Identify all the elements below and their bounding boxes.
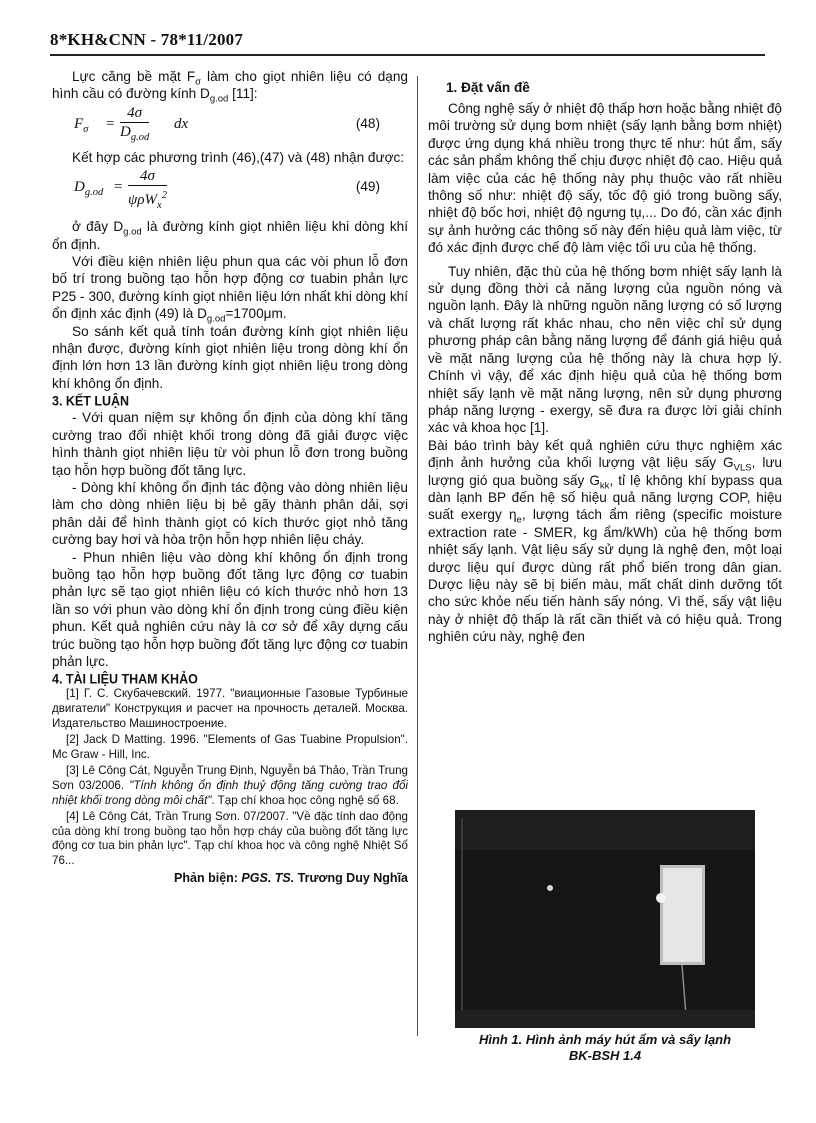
section-heading-references: 4. TÀI LIỆU THAM KHẢO xyxy=(52,671,198,688)
paragraph: ở đây $D_{g.od}$ là đường kính giọt nhiên liệu khi dòng khí ổn định. xyxy=(52,219,408,252)
paragraph: Bài báo trình bày kết quả nghiên cứu thực nghiệm xác định ảnh hưởng của khối lượng vật liệu sấy $G_{VLS}$, lưu lượng gió qua buồng sấy $G_{kk}$, tỉ lệ không khí bypass qua dàn lạnh BP đến hệ số hiệu quả năng lượng COP, hiệu suất exergy $\eta_e$, lượng tách ẩm riêng (specific moisture extraction rate - SMER, kg ẩm/kWh) của hệ thống bơm nhiệt sấy lạnh. Vật liệu sấy sử dụng là nghệ đen, một loại dược liệu quí được dùng rất phổ biến trong dân gian. Dược liệu này sẽ bị biến màu, mất chất dinh dưỡng tốt cho sức khỏe nếu tiến hành sấy nóng. Vì thế, sấy vật liệu này ở nhiệt độ thấp là rất cần thiết và có hiệu quả. Trong nghiên cứu này, nghệ đen xyxy=(428,437,782,645)
figure-caption: Hình 1. Hình ảnh máy hút ẩm và sấy lạnh BK-BSH 1.4 xyxy=(478,1032,732,1063)
paragraph: Tuy nhiên, đặc thù của hệ thống bơm nhiệt sấy lạnh là sử dụng đồng thời cả năng lượng của nguồn nóng và nguồn lạnh. Đây là những nguồn năng lượng có số lượng và chất lượng rất khác nhau, cho nên việc chỉ sử dụng phương pháp cân bằng năng lượng để đánh giá hiệu quả về mặt năng lượng của hệ thống này là chưa hợp lý. Chính vì vậy, để xác định hiệu quả của hệ thống bơm nhiệt sấy lạnh về mặt năng lượng, nên sử dụng phương pháp năng lượng - exergy, sẽ đưa ra được lời giải chính xác và khoa học [1]. xyxy=(428,263,782,436)
paragraph: Kết hợp các phương trình (46),(47) và (48) nhận được: xyxy=(72,149,405,165)
paragraph: So sánh kết quả tính toán đường kính giọt nhiên liệu nhận được, đường kính giọt nhiên liệu trong dòng khí ổn định lớn hơn 13 lần đường kính giọt nhiên liệu trong dòng khí không ổn định. xyxy=(52,323,408,391)
paragraph: Lực căng bề mặt $F_\sigma$ làm cho giọt nhiên liệu có dạng hình cầu có đường kính $D_{g.od}$ [11]: xyxy=(52,69,408,106)
reference-item: [4] Lê Công Cát, Trần Trung Sơn. 07/2007. "Về đặc tính dao động của dòng khí trong buồng tạo hỗn hợp cháy của buồng đốt tăng lực động cơ tua bin phản lực". Tạp chí khoa học và công nghệ Nhiệt Số 76... xyxy=(52,810,408,867)
paragraph: Công nghệ sấy ở nhiệt độ thấp hơn hoặc bằng nhiệt độ môi trường sử dụng bơm nhiệt (sấy lạnh bằng bơm nhiệt) được ứng dụng khá nhiều trong thực tế như: hút ẩm, sấy các sản phẩm không thể chịu được nhiệt độ cao. Hiệu quả làm việc của các hệ thống này phụ thuộc vào rất nhiều thông số như: nhiệt độ sấy, tốc độ gió trong buồng sấy, nhiệt độ bốc hơi, nhiệt độ ngưng tụ,... Do đó, cần xác định sự ảnh hưởng các thông số này đến hiệu quả làm việc, từ đó xác định được chế độ làm việc tối ưu của hệ thống. xyxy=(428,101,782,256)
page-header: 8*KH&CNN - 78*11/2007 xyxy=(50,30,244,49)
equation-49: $D_{g.od}$ = 4σ ψρW$_x^2$ (49) xyxy=(74,168,380,212)
equation-number: (49) xyxy=(355,179,380,195)
paragraph: - Phun nhiên liệu vào dòng khí không ổn định trong buồng tạo hỗn hợp buồng đốt tăng lực động cơ tuabin phản lực sẽ tạo giọt nhiên liệu có kích thước nhỏ hơn 13 lần so với phun vào dòng khí ổn định trong cùng điều kiện phun. Kết quả nghiên cứu này là cơ sở để xây dựng cấu trúc buồng tạo hỗn hợp buồng đốt tăng lực động cơ tuabin phản lực. xyxy=(52,549,408,669)
reference-item: [3] Lê Công Cát, Nguyễn Trung Định, Nguyễn bá Thảo, Trần Trung Sơn 03/2006. "Tính không ổn định thuỷ động tăng cường trao đổi nhiệt khối trong dòng môi chất". Tạp chí khoa học công nghệ số 68. xyxy=(52,764,409,807)
reference-list xyxy=(52,687,408,868)
column-divider xyxy=(417,76,418,1036)
paragraph: - Dòng khí không ổn định tác động vào dòng nhiên liệu làm cho dòng nhiên liệu bị bẻ gãy thành phân dải, sợi phân dải để hình thành giọt có kích thước giọt nhỏ tăng cường bay hơi và hòa trộn hỗn hợp nhiên liệu cháy. xyxy=(52,479,408,548)
reference-item: [2] Jack D Matting. 1996. "Elements of Gas Tuabine Propulsion". Mc Graw - Hill, Inc. xyxy=(52,733,408,761)
paragraph: - Với quan niệm sự không ổn định của dòng khí tăng cường trao đổi nhiệt khối trong dòng đã giải được việc hình thành giọt nhiên liệu từ vòi phun lỗ đơn trong buồng tạo hỗn hợp buồng đốt tăng lực. xyxy=(52,410,408,478)
paragraph: Với điều kiện nhiên liệu phun qua các vòi phun lỗ đơn bố trí trong buồng tạo hỗn hợp động cơ tuabin phản lực P25 - 300, đường kính giọt nhiên liệu lớn nhất khi dòng khí ổn định xác định (49) là $D_{g.od}=1700\mu m$. xyxy=(52,254,408,325)
right-column xyxy=(428,68,782,646)
section-heading-conclusion: 3. KẾT LUẬN xyxy=(52,393,130,409)
reference-item: [1] Г. С. Скубачевский. 1977. "виационные Газовые Турбиные двигатели" Конструкция и расчет на прочность деталей. Москва. Издательство Машиностроение. xyxy=(52,687,408,730)
section-heading-intro: 1. Đặt vấn đề xyxy=(446,80,530,95)
header-divider xyxy=(50,54,765,56)
left-column xyxy=(52,68,408,885)
dehumidifier-photo xyxy=(455,810,755,1028)
reviewer-line: Phản biện: PGS. TS. Trương Duy Nghĩa xyxy=(174,870,408,885)
figure-photo xyxy=(455,810,755,1028)
equation-48: $F_\sigma$ = $\frac{4\sigma}{D_{g.od}}$ dx (48) xyxy=(74,104,380,143)
equation-number: (48) xyxy=(355,115,380,131)
